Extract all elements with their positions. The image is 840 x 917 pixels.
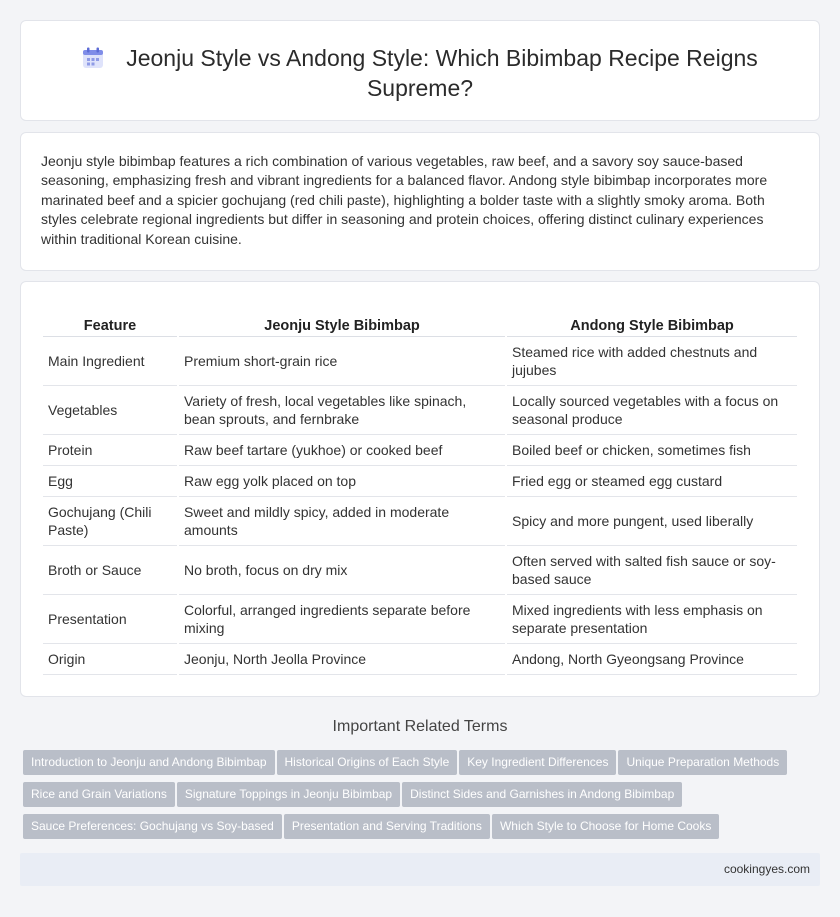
- jeonju-cell: Raw beef tartare (yukhoe) or cooked beef: [179, 435, 505, 466]
- table-row: [43, 337, 797, 386]
- table-header-row: [43, 315, 797, 337]
- footer-bar: [20, 853, 820, 886]
- andong-cell: Andong, North Gyeongsang Province: [507, 644, 797, 675]
- related-term-tag[interactable]: Unique Preparation Methods: [618, 750, 787, 775]
- comparison-card: [20, 281, 820, 697]
- table-row: [43, 546, 797, 595]
- table-row: [43, 497, 797, 546]
- feature-cell: Vegetables: [43, 386, 177, 435]
- comparison-table: [41, 315, 799, 675]
- related-term-tag[interactable]: Rice and Grain Variations: [23, 782, 175, 807]
- table-row: [43, 595, 797, 644]
- andong-cell: Fried egg or steamed egg custard: [507, 466, 797, 497]
- related-term-tag[interactable]: Key Ingredient Differences: [459, 750, 616, 775]
- page-title-text: Jeonju Style vs Andong Style: Which Bibimbap Recipe Reigns Supreme?: [126, 45, 758, 101]
- andong-cell: Mixed ingredients with less emphasis on separate presentation: [507, 595, 797, 644]
- footer-site-link[interactable]: cookingyes.com: [723, 862, 810, 876]
- feature-cell: Broth or Sauce: [43, 546, 177, 595]
- table-row: [43, 386, 797, 435]
- summary-card: [20, 132, 820, 271]
- andong-cell: Spicy and more pungent, used liberally: [507, 497, 797, 546]
- summary-paragraph: Jeonju style bibimbap features a rich combination of various vegetables, raw beef, and a savory soy sauce-based seasoning, emphasizing fresh and vibrant ingredients for a balanced flavor. Andong style bibimbap incorporates more marinated beef and a spicier gochujang (red chili paste), highlighting a bolder taste with a slightly smoky aroma. Both styles celebrate regional ingredients but differ in seasoning and protein choices, offering distinct culinary experiences within traditional Korean cuisine.: [41, 153, 768, 247]
- title-card: [20, 20, 820, 121]
- andong-cell: Steamed rice with added chestnuts and jujubes: [507, 337, 797, 386]
- column-header-feature: Feature: [43, 315, 177, 337]
- jeonju-cell: Raw egg yolk placed on top: [179, 466, 505, 497]
- related-term-tag[interactable]: Presentation and Serving Traditions: [284, 814, 490, 839]
- jeonju-cell: No broth, focus on dry mix: [179, 546, 505, 595]
- column-header-andong: Andong Style Bibimbap: [507, 315, 797, 337]
- jeonju-cell: Premium short-grain rice: [179, 337, 505, 386]
- jeonju-cell: Jeonju, North Jeolla Province: [179, 644, 505, 675]
- feature-cell: Presentation: [43, 595, 177, 644]
- jeonju-cell: Variety of fresh, local vegetables like spinach, bean sprouts, and fernbrake: [179, 386, 505, 435]
- related-term-tag[interactable]: Sauce Preferences: Gochujang vs Soy-based: [23, 814, 282, 839]
- jeonju-cell: Sweet and mildly spicy, added in moderate amounts: [179, 497, 505, 546]
- feature-cell: Origin: [43, 644, 177, 675]
- related-terms-list: [23, 750, 813, 846]
- jeonju-cell: Colorful, arranged ingredients separate before mixing: [179, 595, 505, 644]
- page-title: [61, 43, 779, 103]
- related-term-tag[interactable]: Distinct Sides and Garnishes in Andong Bibimbap: [402, 782, 682, 807]
- column-header-jeonju: Jeonju Style Bibimbap: [179, 315, 505, 337]
- feature-cell: Main Ingredient: [43, 337, 177, 386]
- related-terms-heading: Important Related Terms: [332, 718, 508, 735]
- feature-cell: Gochujang (Chili Paste): [43, 497, 177, 546]
- table-row: [43, 435, 797, 466]
- feature-cell: Protein: [43, 435, 177, 466]
- table-row: [43, 466, 797, 497]
- andong-cell: Locally sourced vegetables with a focus on seasonal produce: [507, 386, 797, 435]
- andong-cell: Often served with salted fish sauce or soy-based sauce: [507, 546, 797, 595]
- feature-cell: Egg: [43, 466, 177, 497]
- related-term-tag[interactable]: Introduction to Jeonju and Andong Bibimbap: [23, 750, 275, 775]
- related-term-tag[interactable]: Signature Toppings in Jeonju Bibimbap: [177, 782, 400, 807]
- andong-cell: Boiled beef or chicken, sometimes fish: [507, 435, 797, 466]
- related-term-tag[interactable]: Historical Origins of Each Style: [277, 750, 458, 775]
- related-term-tag[interactable]: Which Style to Choose for Home Cooks: [492, 814, 719, 839]
- table-row: [43, 644, 797, 675]
- calendar-icon: [82, 47, 104, 69]
